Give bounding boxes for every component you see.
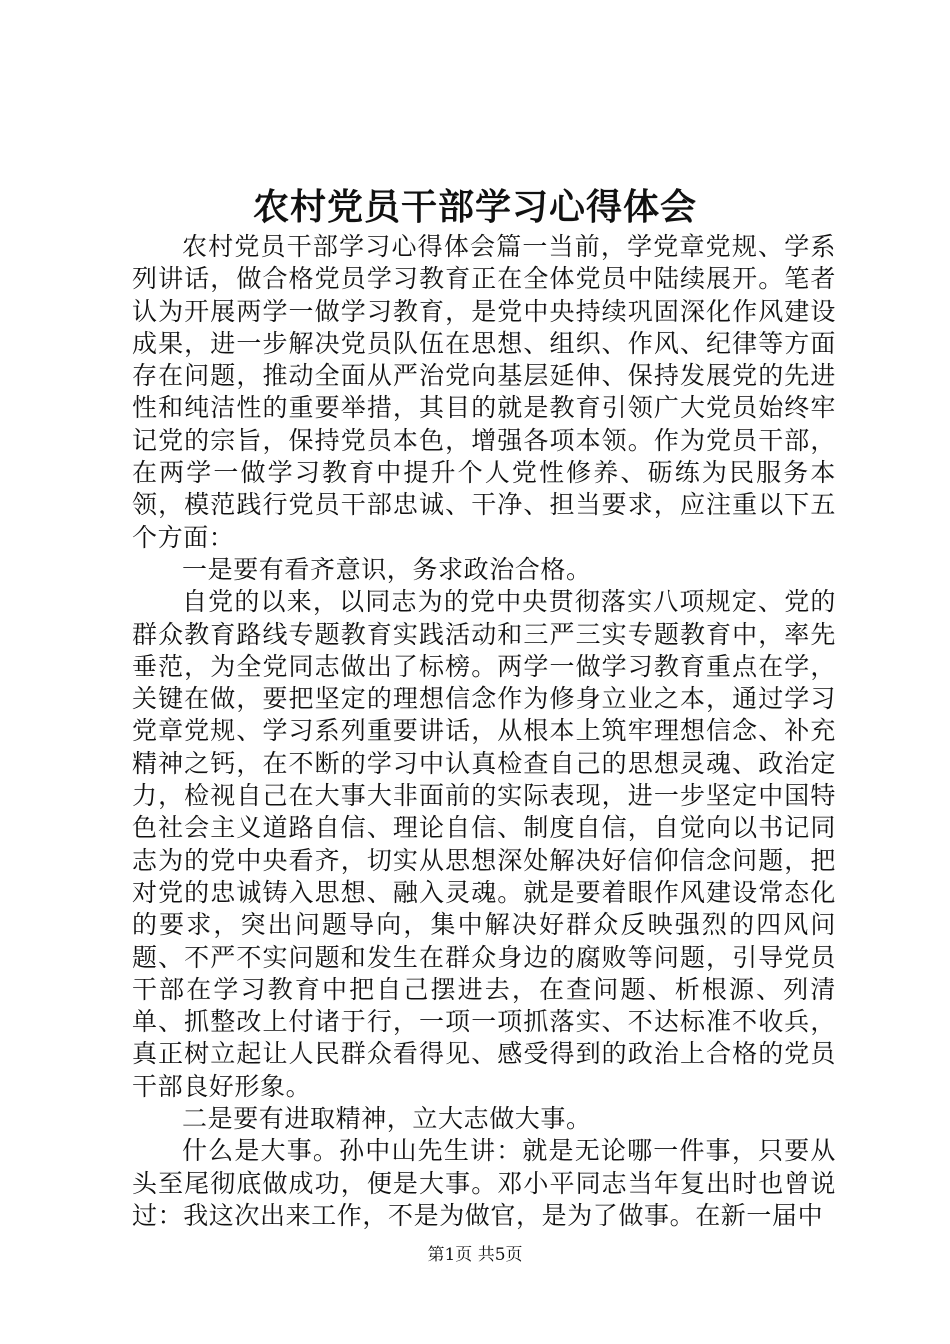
paragraph-heading-one: 一是要有看齐意识，务求政治合格。 bbox=[182, 554, 592, 584]
paragraph-heading-two: 二是要有进取精神，立大志做大事。 bbox=[182, 1104, 592, 1134]
paragraph-section-one: 自党的以来，以同志为的党中央贯彻落实八项规定、党的群众教育路线专题教育实践活动和三严三实专题教育中，率先垂范，为全党同志做出了标榜。两学一做学习教育重点在学，关键在做，要把坚定的理想信念作为修身立业之本，通过学习党章党规、学习系列重要讲话，从根本上筑牢理想信念、补充精神之钙，在不断的学习中认真检查自己的思想灵魂、政治定力，检视自己在大事大非面前的实际表现，进一步坚定中国特色社会主义道路自信、理论自信、制度自信，自觉向以书记同志为的党中央看齐，切实从思想深处解决好信仰信念问题，把对党的忠诚铸入思想、融入灵魂。就是要着眼作风建设常态化的要求，突出问题导向，集中解决好群众反映强烈的四风问题、不严不实问题和发生在群众身边的腐败等问题，引导党员干部在学习教育中把自己摆进去，在查问题、析根源、列清单、抓整改上付诸于行，一项一项抓落实、不达标准不收兵，真正树立起让人民群众看得见、感受得到的政治上合格的党员干部良好形象。 bbox=[132, 587, 836, 1101]
paragraph-section-two: 什么是大事。孙中山先生讲：就是无论哪一件事，只要从头至尾彻底做成功，便是大事。邓小平同志当年复出时也曾说过：我这次出来工作，不是为做官，是为了做事。在新一届中 bbox=[132, 1136, 836, 1230]
paragraph-intro: 农村党员干部学习心得体会篇一当前，学党章党规、学系列讲话，做合格党员学习教育正在全体党员中陆续展开。笔者认为开展两学一做学习教育，是党中央持续巩固深化作风建设成果，进一步解决党员队伍在思想、组织、作风、纪律等方面存在问题，推动全面从严治党向基层延伸、保持发展党的先进性和纯洁性的重要举措，其目的就是教育引领广大党员始终牢记党的宗旨，保持党员本色，增强各项本领。作为党员干部，在两学一做学习教育中提升个人党性修养、砺练为民服务本领，模范践行党员干部忠诚、干净、担当要求，应注重以下五个方面： bbox=[132, 232, 836, 552]
document-body bbox=[132, 231, 836, 1232]
document-title: 农村党员干部学习心得体会 bbox=[252, 187, 697, 228]
page-footer: 第1页 共5页 bbox=[427, 1245, 523, 1265]
